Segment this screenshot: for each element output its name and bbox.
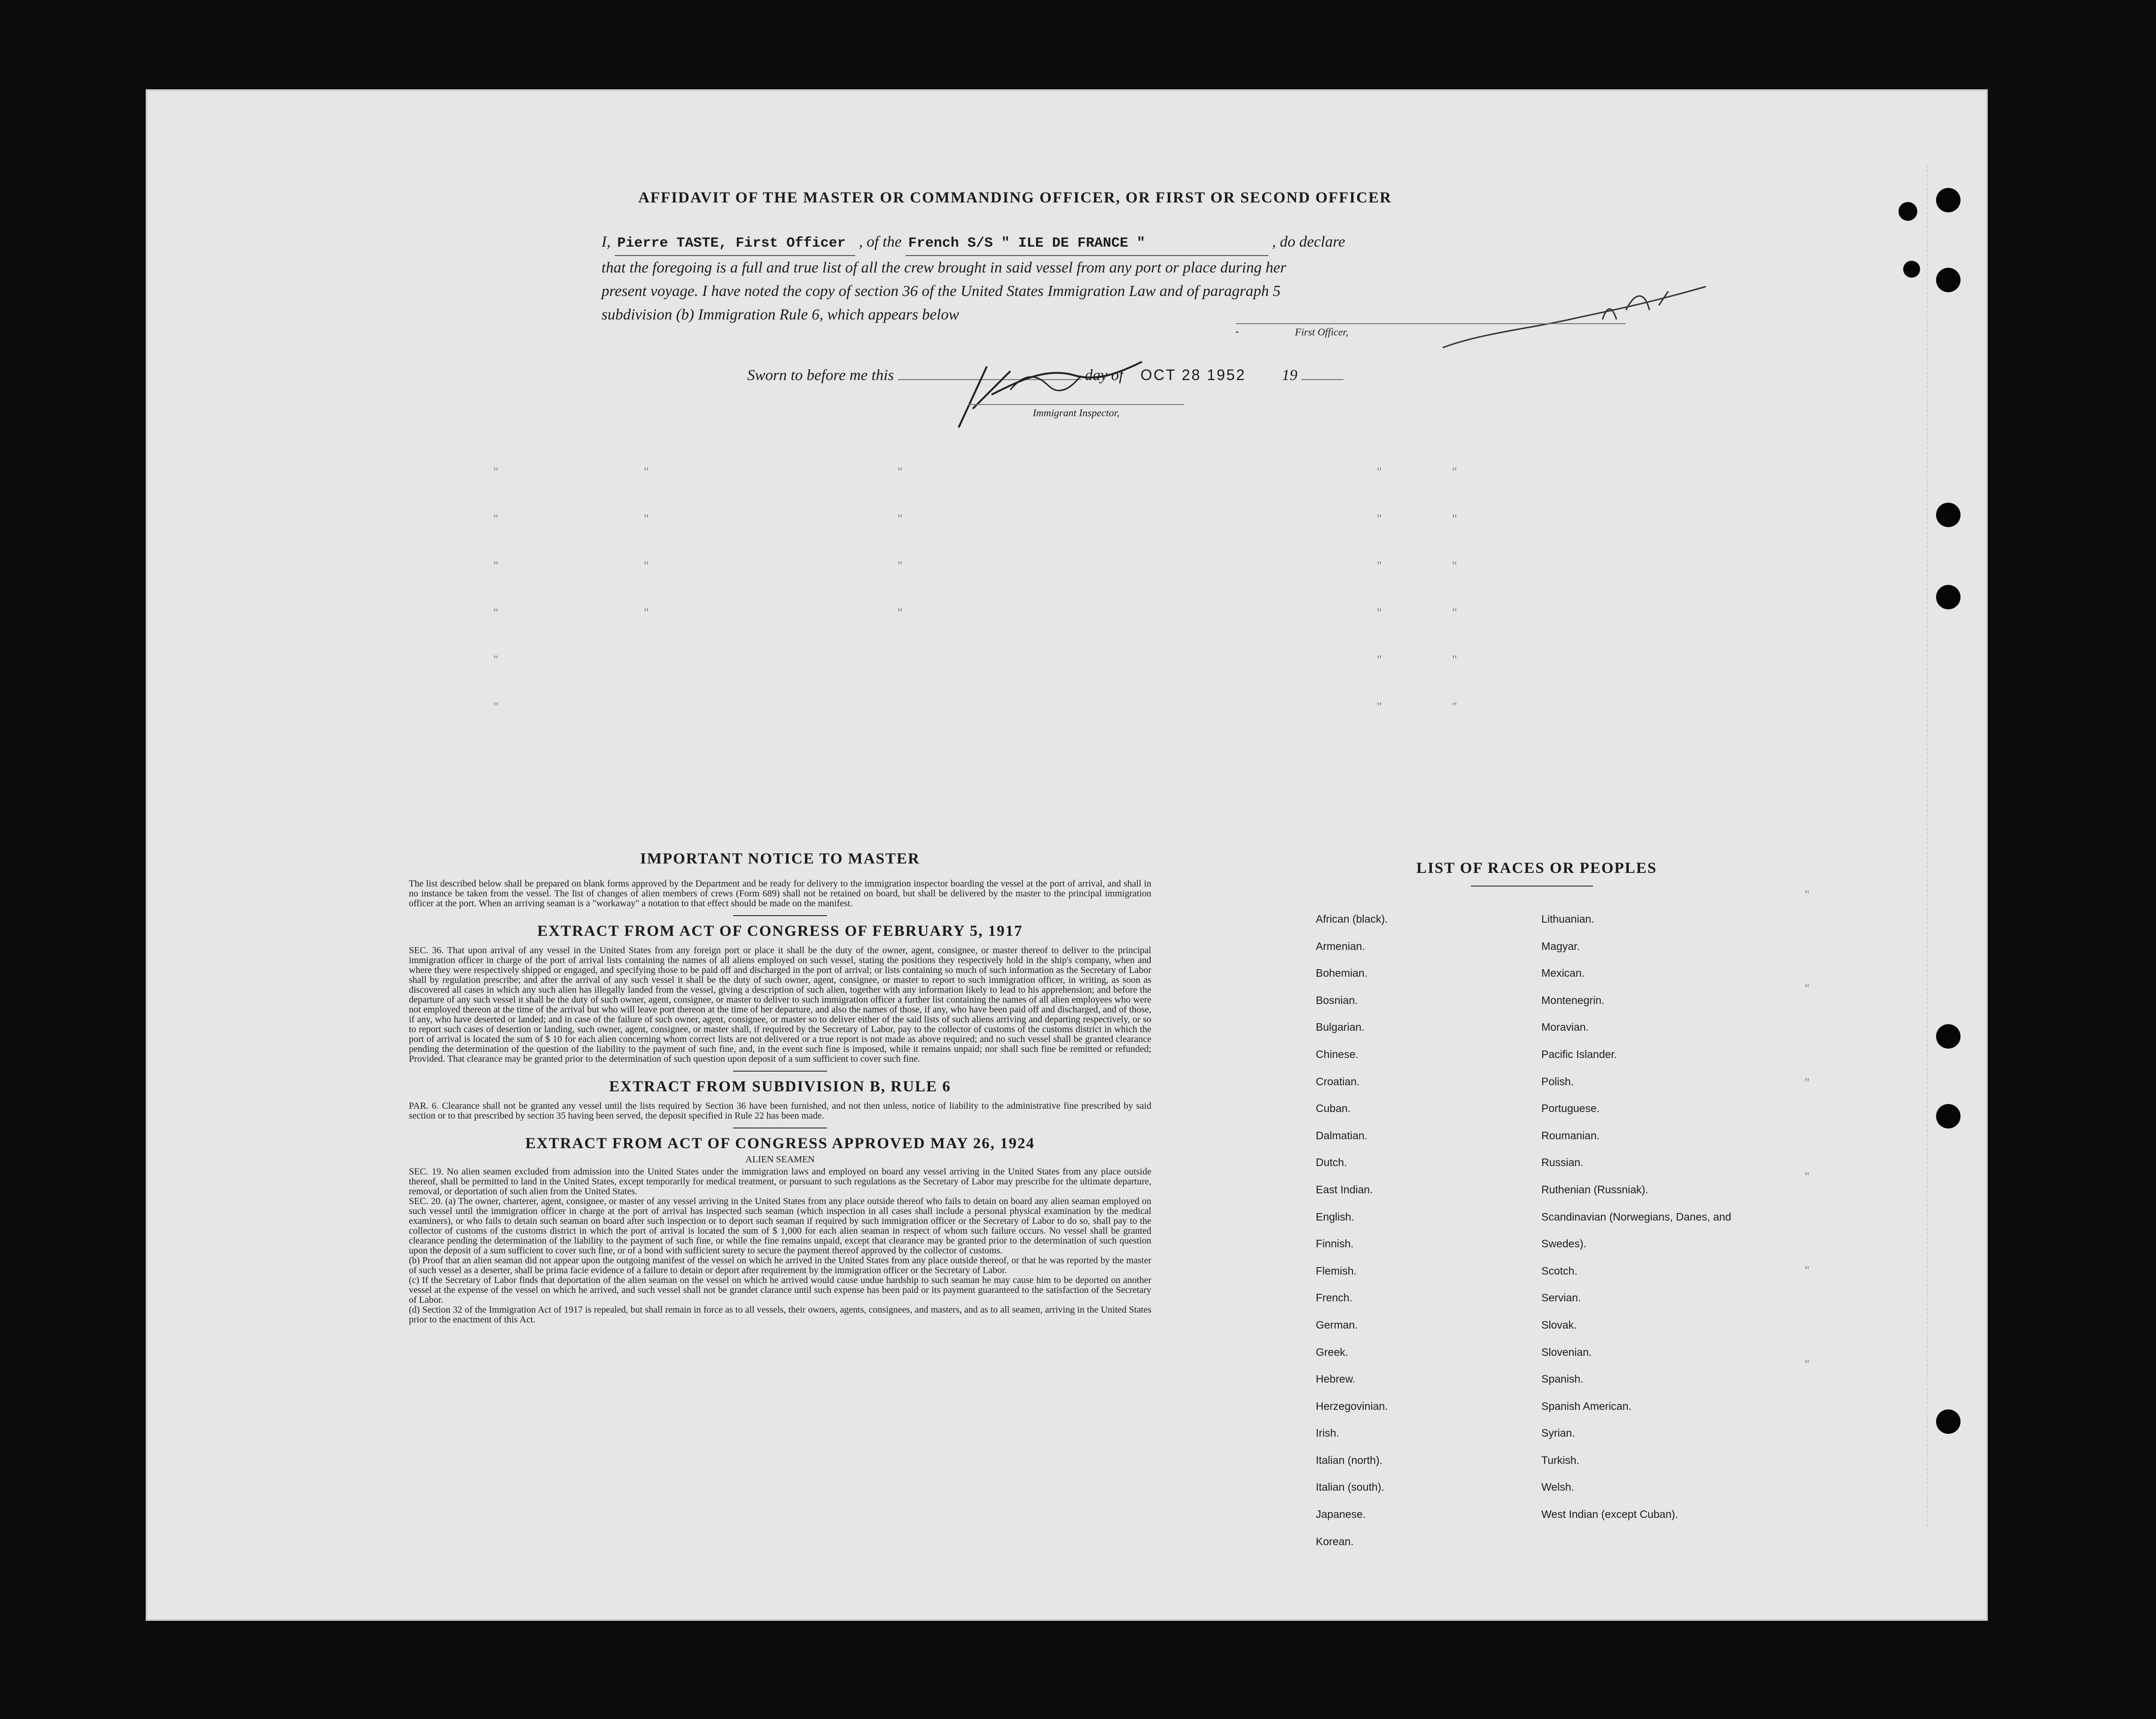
race-item: Finnish. [1316,1237,1354,1250]
race-item: Irish. [1316,1427,1339,1439]
punch-hole [1936,1409,1961,1434]
race-item: Scandinavian (Norwegians, Danes, and Swedes). [1541,1210,1732,1250]
race-item: Italian (south). [1316,1481,1384,1493]
extract3-sec20c: (c) If the Secretary of Labor finds that deportation of the alien seaman on the vessel on which he arrived would cause undue hardship to such seaman he may cause him to be deported on another vessel at the expense of the vessel on which he arrived, and such vessel shall not be grandet clarance until such expense has been paid or its payment guaranteed to the satisfaction of the Secretary of Labor. [409,1275,1151,1305]
punch-hole [1936,188,1961,212]
punch-hole [1898,202,1917,221]
race-item: French. [1316,1291,1352,1304]
extract3-subtitle: ALIEN SEAMEN [745,1154,815,1165]
divider [733,1071,827,1072]
race-item: West Indian (except Cuban). [1541,1508,1679,1521]
race-item: Herzegovinian. [1316,1400,1388,1412]
extract3-sec19: SEC. 19. No alien seamen excluded from admission into the United States under the immigration laws and employed on board any vessel arriving in the United States from any place outside thereof, shall be permitted to land in the United States, except temporarily for medical treatment, or pursuant to such regulations as the Secretary of Labor may prescribe for the ultimate departure, removal, or deportation of such alien from the United States. [409,1167,1151,1197]
punch-hole [1936,1024,1961,1049]
race-item: Lithuanian. [1541,913,1594,925]
race-item: African (black). [1316,913,1388,925]
race-item: Spanish. [1541,1373,1584,1385]
punch-hole [1936,268,1961,292]
race-item: Mexican. [1541,967,1585,980]
date-stamp: OCT 28 1952 [1140,366,1246,383]
extract1-body: SEC. 36. That upon arrival of any vessel in the United States from any foreign port or place it shall be the duty of the owner, agent, consignee, or master thereof to deliver to the principal immigration officer in charge of the port of arrival lists containing the names of all aliens employed on such vessel, stating the positions they respectively hold in the ship's company, when and where they were respectively shipped or engaged, and specifying those to be paid off and discharged in the port of arrival; or lists containing so much of such information as the Secretary of Labor shall by regulation prescribe; and after the arrival of any such vessel it shall be the duty of such owner, agent, consignee, or master to report to such immigration officer, in writing, as soon as discovered all cases in which any such alien has illegally landed from the vessel, giving a description of such alien, together with any information likely to lead to his apprehension; and before the departure of any such vessel it shall be the duty of such owner, agent, consignee, or master to deliver to such immigration officer a further list containing the names of all alien employees who were not employed thereon at the time of the arrival but who will leave port thereon at the time of her departure, and also the names of those, if any, who have been paid off and discharged, and of those, if any, who have deserted or landed; and in case of the failure of such owner, agent, consignee, or master so to deliver either of the said lists of such aliens arriving and departing respectively, or so to report such cases of desertion or landing, such owner, agent, consignee, or master shall, if required by the Secretary of Labor, pay to the collector of customs of the customs district in which the port of arrival is located the sum of $ 10 for each alien concerning whom correct lists are not delivered or a true report is not made as above required; and no such vessel shall be granted clearance pending the determination of the question of the liability to the payment of such fine, and, in the event such fine is imposed, while it remains unpaid; nor shall such fine be remitted or refunded; Provided. That clearance may be granted prior to the determination of such question upon deposit of a sum sufficient to cover such fine. [409,945,1151,1064]
race-item: Slovenian. [1541,1346,1592,1358]
notice-body: The list described below shall be prepared on blank forms approved by the Department and be ready for delivery to the immigration inspector boarding the vessel at the port of arrival, and shall in no instance be taken from the vessel. The list of changes of alien members of crews (Form 689) shall not be retained on board, but shall be delivered by the master to the principal immigration officer at the port. When an arriving seaman is a "workaway" a notation to that effect should be made on the manifest. [409,879,1151,909]
race-item: Syrian. [1541,1427,1575,1439]
affidavit-of-the: , of the [859,233,902,250]
margin-rule [1927,164,1928,1527]
vessel-name-field: French S/S " ILE DE FRANCE " [906,232,1268,256]
inspector-signature [945,352,1208,437]
race-item: Scotch. [1541,1264,1578,1277]
races-title: LIST OF RACES OR PEOPLES [1416,860,1657,877]
race-item: Welsh. [1541,1481,1574,1493]
document-page: " " " " " " " " " " " " " " " " " " " " " " " " " " " " " " " " AFFIDAVIT OF THE MASTER OR COMMANDING OFFICER, OR FIRST OR SECOND OFFICER I, Pierre TASTE, First Officer , of the French S/S " ILE DE FRANCE " , do declare that the foregoing is a full and true list of all the crew brought in said vessel from any port or place during her present voyage. I have noted the copy of section 36 of the United States Immigration Law and of paragraph 5 subdivision (b) Immigration Rule 6, which appears below First Officer, Sworn to before me this day of OCT 28 1952 19 Immigrant Inspector, IMPORTANT NOTICE TO MASTER The list described below shall be prepared on blank forms approved by the Department and be ready for delivery to the immigration inspector boarding the vessel at the port of arrival, and shall in no instance be taken from the vessel. The list of changes of alien members of crews (Form 689) shall not be retained on board, but shall be delivered by the master to the principal immigration officer at the port. When an arriving seaman is a "workaway" a notation to that effect should be made on the manifest. EXTRACT FROM ACT OF CONGRESS OF FEBRUARY 5, 1917 SEC. 36. That upon arrival of any vessel in the United States from any foreign port or place it shall be the duty of the owner, agent, consignee, or master thereof to deliver to the principal immigration officer in charge of the port of arrival lists containing the names of all aliens employed on such vessel, stating the positions they respectively hold in the ship's company, when and where they were respectively shipped or engaged, and specifying those to be paid off and discharged in the port of arrival; or lists containing so much of such information as the Secretary of Labor shall by regulation prescribe; and after the arrival of any such vessel it shall be the duty of such owner, agent, consignee, or master to report to such immigration officer, in writing, as soon as discovered all cases in which any such alien has illegally landed from the vessel, giving a description of such alien, together with any information likely to lead to his apprehension; and before the departure of any such vessel it shall be the duty of such owner, agent, consignee, or master to deliver to such immigration officer a further list containing the names of all alien employees who were not employed thereon at the time of the arrival but who will leave port thereon at the time of her departure, and also the names of those, if any, who have been paid off and discharged, and of those, if any, who have deserted or landed; and in case of the failure of such owner, agent, consignee, or master so to deliver either of the said lists of such aliens arriving and departing respectively, or so to report such cases of desertion or landing, such owner, agent, consignee, or master shall, if required by the Secretary of Labor, pay to the collector of customs of the customs district in which the port of arrival is located the sum of $ 10 for each alien concerning whom correct lists are not delivered or a true report is not made as above required; and no such vessel shall be granted clearance pending the determination of the question of the liability to the payment of such fine, and, in the event such fine is imposed, while it remains unpaid; nor shall such fine be remitted or refunded; Provided. That clearance may be granted prior to the determination of such question upon deposit of a sum sufficient to cover such fine. EXTRACT FROM SUBDIVISION B, RULE 6 PAR. 6. Clearance shall not be granted any vessel until the lists required by Section 36 have been furnished, and not then unless, notice of liability to the administrative fine prescribed by said section or to that prescribed by section 35 having been served, the deposit specified in Rule 22 has been made. EXTRACT FROM ACT OF CONGRESS APPROVED MAY 26, 1924 ALIEN SEAMEN SEC. 19. No alien seamen excluded from admission into the United States under the immigration laws and employed on board any vessel arriving in the United States from any place outside thereof, shall be permitted to land in the United States, except temporarily for medical treatment, or pursuant to such regulations as the Secretary of Labor may prescribe for the ultimate departure, removal, or deportation of such alien from the United States. SEC. 20. (a) The owner, charterer, agent, consignee, or master of any vessel arriving in the United States from any place outside thereof who fails to detain on board any alien seaman employed on such vessel until the immigration officer in charge at the port of arrival has inspected such seaman (which inspection in all cases shall include a personal physical examination by the medical examiners), or who fails to detain such seaman on board after such inspection or to deport such seaman if required by such immigration officer or the Secretary of Labor to do so, shall pay to the collector of customs of the customs district in which the port of arrival is located the sum of $ 1,000 for each alien seaman in respect of whom such failure occurs. No vessel shall be granted clearance pending the determination of the liability to the payment of such fine, or while the fine remains unpaid, except that clearance may be granted prior to the determination of such question upon the deposit of a sum sufficient to cover such fine, or of a bond with sufficient surety to secure the payment thereof approved by the collector of customs. (b) Proof that an alien seaman did not appear upon the outgoing manifest of the vessel on which he arrived in the United States from any place outside thereof, or that he was reported by the master of such vessel as a deserter, shall be prima facie evidence of a failure to detain or deport after requirement by the immigration officer or the Secretary of Labor. (c) If the Secretary of Labor finds that deportation of the alien seaman on the vessel on which he arrived would cause undue hardship to such seaman he may cause him to be deported on another vessel at the expense of the vessel on which he arrived, and such vessel shall not be grandet clarance until such expense has been paid or its payment guaranteed to the satisfaction of the Secretary of Labor. (d) Section 32 of the Immigration Act of 1917 is repealed, but shall remain in force as to all vessels, their owners, agents, consignees, and masters, and as to all seamen, arriving in the United States prior to the enactment of this Act. LIST OF RACES OR PEOPLES African (black). Armenian. Bohemian. Bosnian. Bulgarian. Chinese. Croatian. Cuban. Dalmatian. Dutch. East Indian. English. Finnish. Flemish. French. German. Greek. Hebrew. Herzegovinian. Irish. Italian (north). Italian (south). Japanese. Korean. Lithuanian. Magyar. Mexican. Montenegrin. Moravian. Pacific Islander. Polish. Portuguese. Roumanian. Russian. Ruthenian (Russniak). Scandinavian (Norwegians, Danes, and Swedes). Scotch. Servian. Slovak. Slovenian. Spanish. Spanish American. Syrian. Turkish. Welsh. West Indian (except Cuban). [146,89,1988,1621]
extract2-title: EXTRACT FROM SUBDIVISION B, RULE 6 [609,1078,951,1095]
affidavit-i: I, [601,233,611,250]
punch-hole [1936,585,1961,609]
divider [733,915,827,916]
race-item: Russian. [1541,1156,1584,1169]
races-divider [1471,886,1593,887]
race-item: Magyar. [1541,940,1580,952]
race-item: Montenegrin. [1541,994,1605,1006]
races-column-2 [1541,906,1748,1528]
race-item: Flemish. [1316,1264,1357,1277]
officer-signature-caption: First Officer, [1295,326,1349,338]
race-item: German. [1316,1318,1358,1331]
race-item: Cuban. [1316,1102,1351,1115]
punch-hole [1936,503,1961,527]
race-item: Dutch. [1316,1156,1347,1169]
punch-hole [1903,261,1920,278]
race-item: Ruthenian (Russniak). [1541,1183,1648,1196]
race-item: East Indian. [1316,1183,1373,1196]
extract3-title: EXTRACT FROM ACT OF CONGRESS APPROVED MAY 26, 1924 [525,1135,1035,1152]
race-item: Armenian. [1316,940,1365,952]
race-item: Hebrew. [1316,1373,1356,1385]
extract3-sec20a: SEC. 20. (a) The owner, charterer, agent, consignee, or master of any vessel arriving in the United States from any place outside thereof who fails to detain on board any alien seaman employed on such vessel until the immigration officer in charge at the port of arrival has inspected such seaman (which inspection in all cases shall include a personal physical examination by the medical examiners), or who fails to detain such seaman on board after such inspection or to deport such seaman if required by such immigration officer or the Secretary of Labor to do so, shall pay to the collector of customs of the customs district in which the port of arrival is located the sum of $ 1,000 for each alien seaman in respect of whom such failure occurs. No vessel shall be granted clearance pending the determination of the liability to the payment of such fine, or while the fine remains unpaid, except that clearance may be granted prior to the determination of such question upon the deposit of a sum sufficient to cover such fine, or of a bond with sufficient surety to secure the payment thereof approved by the collector of customs. [409,1196,1151,1256]
extract1-title: EXTRACT FROM ACT OF CONGRESS OF FEBRUARY 5, 1917 [537,923,1023,940]
extract3-sec20d: (d) Section 32 of the Immigration Act of 1917 is repealed, but shall remain in force as to all vessels, their owners, agents, consignees, and masters, and as to all seamen, arriving in the United States prior to the enactment of this Act. [409,1305,1151,1325]
race-item: Japanese. [1316,1508,1366,1521]
race-item: Croatian. [1316,1075,1360,1088]
affidavit-do-declare: , do declare [1272,233,1345,250]
race-item: Spanish American. [1541,1400,1632,1412]
sworn-year-prefix: 19 [1281,367,1297,384]
punch-hole [1936,1104,1961,1128]
extract2-body: PAR. 6. Clearance shall not be granted any vessel until the lists required by Section 36 have been furnished, and not then unless, notice of liability to the administrative fine prescribed by said section or to that prescribed by section 35 having been served, the deposit specified in Rule 22 has been made. [409,1101,1151,1121]
sworn-day-of: day of [1085,367,1124,384]
race-item: Pacific Islander. [1541,1048,1617,1060]
affidavit-title: AFFIDAVIT OF THE MASTER OR COMMANDING OFFICER, OR FIRST OR SECOND OFFICER [638,189,1392,206]
race-item: Slovak. [1541,1318,1577,1331]
race-item: Dalmatian. [1316,1129,1367,1142]
officer-signature-line [1236,323,1626,338]
race-item: Chinese. [1316,1048,1359,1060]
race-item: Italian (north). [1316,1454,1383,1466]
race-item: Bohemian. [1316,967,1367,980]
affidavit-line-1 [601,230,1635,256]
important-notice [409,850,1151,1325]
notice-title: IMPORTANT NOTICE TO MASTER [640,850,920,867]
officer-name-field: Pierre TASTE, First Officer [615,232,855,256]
extract3-sec20b: (b) Proof that an alien seaman did not appear upon the outgoing manifest of the vessel on which he arrived in the United States from any place outside thereof, or that he was reported by the master of such vessel as a deserter, shall be prima facie evidence of a failure to detain or deport after requirement by the immigration officer or the Secretary of Labor. [409,1255,1151,1276]
race-item: Turkish. [1541,1454,1579,1466]
race-item: Roumanian. [1541,1129,1600,1142]
race-item: Polish. [1541,1075,1574,1088]
race-item: English. [1316,1210,1354,1223]
struck-text [1236,326,1292,338]
affidavit-line-3: present voyage. I have noted the copy of section 36 of the United States Immigration Law and of paragraph 5 [601,283,1281,300]
affidavit-line-2: that the foregoing is a full and true list of all the crew brought in said vessel from any port or place during her [601,259,1287,276]
race-item: Korean. [1316,1535,1354,1548]
race-item: Moravian. [1541,1021,1589,1034]
inspector-caption: Immigrant Inspector, [968,404,1184,419]
race-item: Greek. [1316,1346,1349,1358]
sworn-text: Sworn to before me this [747,367,894,384]
race-item: Portuguese. [1541,1102,1600,1115]
affidavit-line-4: subdivision (b) Immigration Rule 6, which appears below [601,306,959,323]
races-column-1 [1316,906,1471,1555]
race-item: Bulgarian. [1316,1021,1365,1034]
race-item: Servian. [1541,1291,1581,1304]
race-item: Bosnian. [1316,994,1358,1006]
